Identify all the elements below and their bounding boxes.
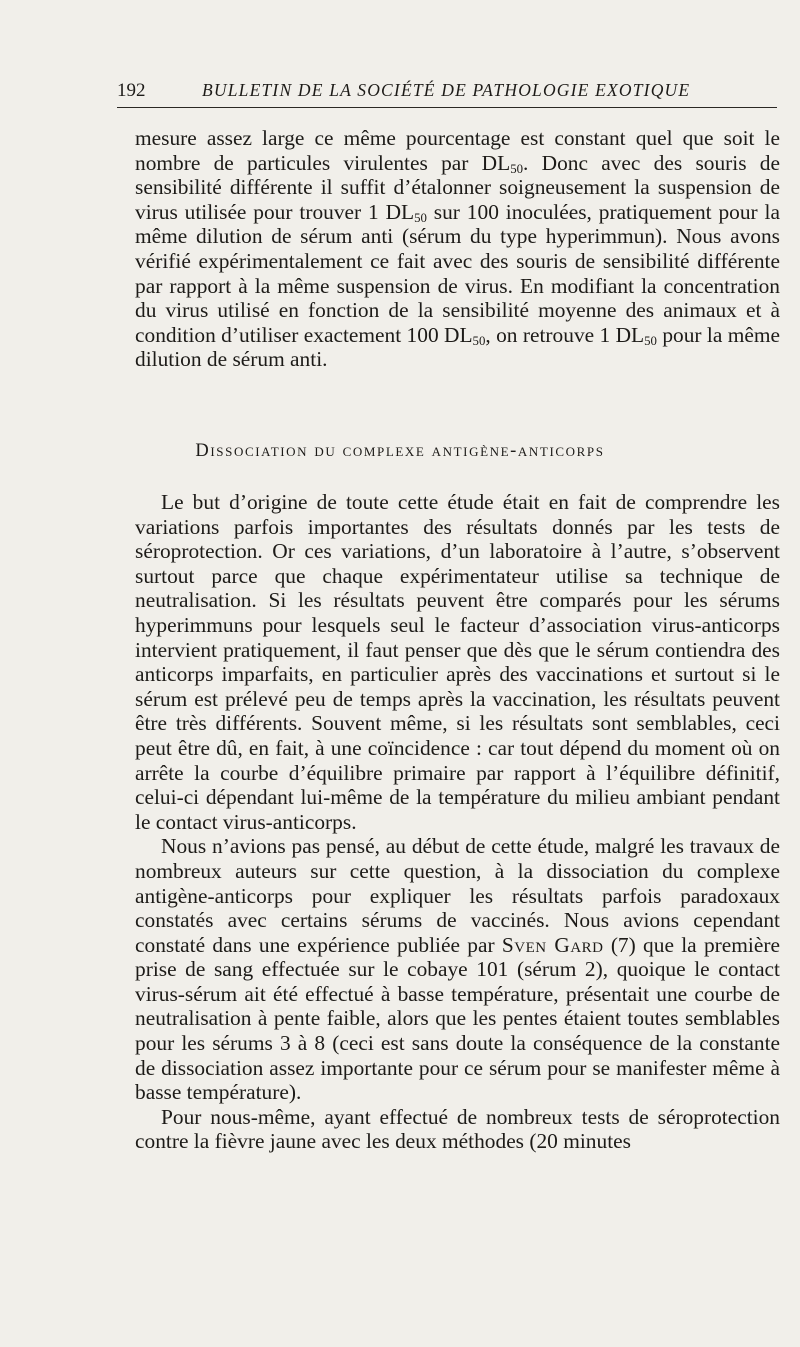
p1-text-1: mesure assez large ce même pourcentage est constant quel que soit le nombre de particules virulentes par DL: [135, 126, 780, 175]
running-head: BULLETIN DE LA SOCIÉTÉ DE PATHOLOGIE EXOTIQUE: [202, 80, 691, 100]
subscript: 50: [644, 333, 657, 348]
subscript: 50: [510, 161, 524, 176]
author-name: Sven Gard: [501, 932, 604, 957]
main-body: [135, 490, 780, 1154]
paragraph-4: Pour nous-même, ayant effectué de nombreux tests de séroprotection contre la fièvre jaune avec les deux méthodes (20 minutes: [135, 1104, 780, 1154]
page-header: [117, 80, 777, 106]
p3-text-1: Nous n’avions pas pensé, au début de cette étude, malgré les travaux de nombreux auteurs sur cette question, à la dissociation du complexe antigène-anticorps pour expliquer les résultats parfois paradoxaux constatés avec certains sérums de vaccinés. Nous avions cependant constaté dans une expérience publiée par: [135, 834, 780, 957]
subscript: 50: [472, 333, 486, 348]
p1-text-4: , on retrouve 1 DL: [485, 322, 645, 347]
header-rule: [117, 107, 777, 108]
paragraph-1: [135, 126, 780, 372]
page-number: 192: [117, 80, 146, 101]
section-heading: Dissociation du complexe antigène-anticorps: [195, 441, 605, 461]
paragraph-3: [135, 834, 780, 1105]
p1-text-5: pour la même dilution de sérum anti.: [135, 322, 780, 372]
p1-text-3: sur 100 inoculées, pratiquement pour la même dilution de sérum anti (sérum du type hyperimmun). Nous avons vérifié expérimentalement ce fait avec des souris de sensibilité différente par rapport à la même suspension de virus. En modifiant la concentration du virus utilisé en fonction de la sensibilité moyenne des animaux et à condition d’utiliser exactement 100 DL: [135, 199, 780, 347]
p3-text-2: (7) que la première prise de sang effectuée sur le cobaye 101 (sérum 2), quoique le contact virus-sérum ait été effectué à basse température, présentait une courbe de neutralisation à pente faible, alors que les pentes étaient toutes semblables pour les sérums 3 à 8 (ceci est sans doute la conséquence de la constante de dissociation assez importante pour ce sérum pour se manifester même à basse température).: [135, 932, 780, 1105]
subscript: 50: [414, 210, 427, 225]
paragraph-2: Le but d’origine de toute cette étude était en fait de comprendre les variations parfois importantes des résultats donnés par les tests de séroprotection. Or ces variations, d’un laboratoire à l’autre, s’observent surtout parce que chaque expérimentateur utilise sa technique de neutralisation. Si les résultats peuvent être comparés pour les sérums hyperimmuns pour lesquels seul le facteur d’association virus-anticorps intervient pratiquement, il faut penser que dès que le sérum contiendra des anticorps imparfaits, en particulier après des vaccinations et surtout si le sérum est prélevé peu de temps après la vaccination, les résultats peuvent être très différents. Souvent même, si les résultats sont semblables, ceci peut être dû, en fait, à une coïncidence : car tout dépend du moment où on arrête la courbe d’équilibre primaire par rapport à l’équilibre définitif, celui-ci dépendant lui-même de la température du milieu ambiant pendant le contact virus-anticorps.: [135, 490, 780, 834]
p1-text-2: . Donc avec des souris de sensibilité différente il suffit d’étalonner soigneusement la suspension de virus utilisée pour trouver 1 DL: [135, 150, 780, 224]
